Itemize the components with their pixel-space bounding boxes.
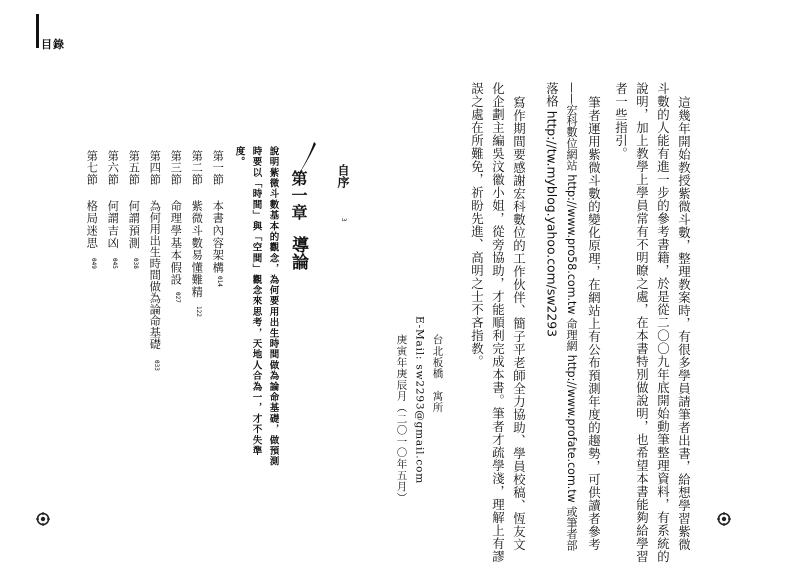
preface-line: ——宏科數位網站 http://www.pro58.com.tw 命理網 http://www.profate.com.tw 或筆者部 <box>565 82 579 551</box>
margin-rule <box>36 14 39 48</box>
section-title: 紫微斗數易懂難精 <box>190 200 204 299</box>
signature-date: 庚寅年庚辰月（二〇一〇年五月） <box>395 334 408 504</box>
section-page: 014 <box>216 276 223 287</box>
section-number: 第五節 <box>127 150 141 186</box>
preface-line: 者一些指引。 <box>613 82 629 160</box>
section-title: 本書內容架構 <box>211 200 225 274</box>
chapter-intro-line: 說明紫微斗數基本的觀念，為何要用出生時間做為論命基礎，做預測 <box>267 146 279 467</box>
section-number: 第二節 <box>190 150 204 186</box>
chapter-intro-line: 度。 <box>233 146 245 168</box>
preface-line: 寫作期間要感謝宏科數位的工作伙伴、簡子平老師全力協助、學員校稿、恆友文 <box>511 96 527 551</box>
page-ornament-icon <box>36 512 50 526</box>
chapter-subtitle: 導論 <box>288 236 308 270</box>
section-number: 第四節 <box>148 150 162 186</box>
toc-preface-page: 3 <box>340 218 347 222</box>
preface-line: 落格 http://tw.myblog.yahoo.com/sw2293 <box>544 82 560 338</box>
section-number: 第七節 <box>85 150 99 186</box>
toc-preface-title: 自序 <box>336 164 350 188</box>
preface-line: 筆者運用紫微斗數的變化原理，在網站上有公布預測年度的趨勢，可供讀者參考 <box>586 96 602 551</box>
preface-line: 誤之處在所難免，祈盼先進、高明之士不吝指教。 <box>469 82 485 368</box>
section-title: 何謂預測 <box>127 200 141 250</box>
chapter-title: 第一章 <box>289 170 308 221</box>
preface-line: 斗數的人能有進一步的參考書籍，於是從二〇〇九年底開始動筆整理資料，有系統的 <box>655 82 671 563</box>
signature-email: E-Mail: sw2293@gmail.com <box>413 316 426 484</box>
section-title: 格局迷思 <box>85 200 99 250</box>
section-title: 命理學基本假設 <box>169 200 183 287</box>
section-number: 第六節 <box>106 150 120 186</box>
chapter-intro-line: 時要以「時間」與「空間」觀念來思考，天地人合為一，才不失準 <box>250 146 262 457</box>
section-page: 045 <box>111 258 118 269</box>
preface-line: 這幾年開始教授紫微斗數，整理教案時，有很多學員請筆者出書，給想學習紫微 <box>676 96 692 551</box>
section-page: 038 <box>132 258 139 269</box>
preface-line: 說明，加上教學上學員常有不明瞭之處，在本書特別做說明，也希望本書能夠給學習 <box>634 82 650 563</box>
section-page: 122 <box>195 306 202 317</box>
page-ornament-icon <box>717 512 731 526</box>
toc-label: 目錄 <box>41 38 65 51</box>
section-number: 第三節 <box>169 150 183 186</box>
preface-line: 化企劃主編吳汶徽小姐，從旁協助，才能順利完成本書。筆者才疏學淺，理解上有謬 <box>490 82 506 563</box>
section-number: 第一節 <box>211 150 225 186</box>
signature-place: 台北板橋 寓所 <box>431 334 444 414</box>
section-page: 049 <box>90 258 97 269</box>
section-page: 033 <box>153 360 160 371</box>
section-title: 何謂吉凶 <box>106 200 120 250</box>
section-page: 027 <box>174 292 181 303</box>
section-title: 為何用出生時間做為論命基礎 <box>148 200 162 350</box>
